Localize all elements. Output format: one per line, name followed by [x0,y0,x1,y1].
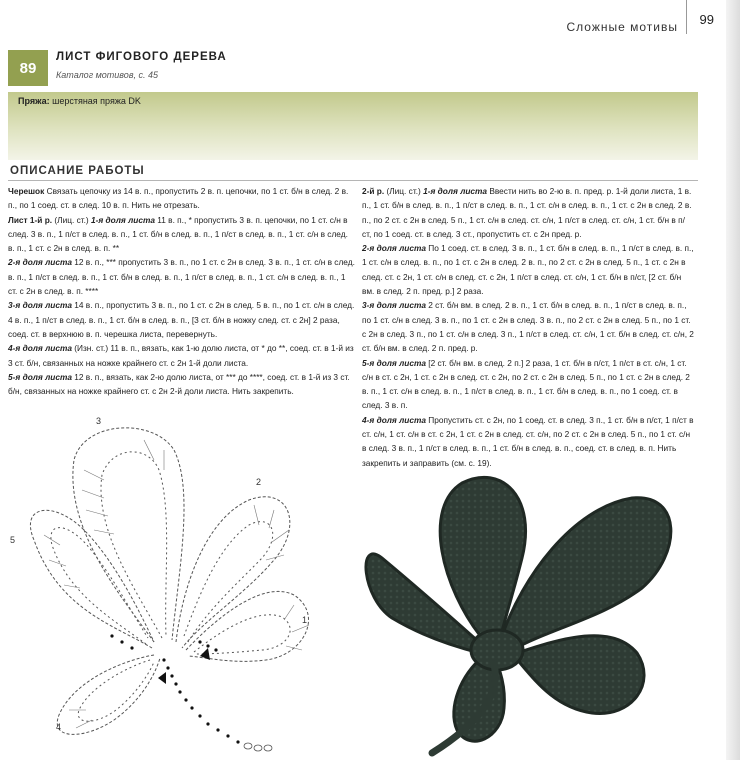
catalog-reference: Каталог мотивов, с. 45 [56,70,159,80]
crochet-chart-icon [4,410,356,760]
yarn-info [18,96,141,106]
instructions-right-column [362,184,694,470]
instruction-paragraph: 3-я доля листа 14 в. п., пропустить 3 в. п., по 1 ст. с 2н в след. 5 в. п., по 1 ст. с/н в след. 4 в. п., 1 п/ст в след. в. п., 1 ст. б/н в след. в. п., [3 ст. б/н в ножку след. ст. с 2н] 2 раза, соед. ст. в верхнюю в. п. черешка листа, перевернуть. [8,300,355,339]
page-number: 99 [699,12,714,27]
yarn-label: Пряжа: [18,96,50,106]
lobe-label-4: 4 [56,722,62,732]
lobe-label-3: 3 [96,416,102,426]
chart-stem-tail [244,743,272,751]
header-divider [686,0,687,34]
instruction-paragraph: Черешок Связать цепочку из 14 в. п., пропустить 2 в. п. цепочки, по 1 ст. б/н в след. 2 в. п., по 1 соед. ст. в след. 10 в. п. Нить не отрезать. [8,186,349,211]
instruction-paragraph: 2-я доля листа По 1 соед. ст. в след. 3 в. п., 1 ст. б/н в след. в. п., 1 п/ст в след. в. п., 1 ст. с/н в след. в. п., по 1 ст. с 2н в след. 2 в. п., по 2 ст. с 2н в след. 5 п., 1 ст. с 2н в след. ст. с 2н, 1 ст. с/н в след. ст. с 2н, 1 п/ст в след. ст. с/н, 1 ст. б/н в п/ст, [2 ст. б/н вм. в след. 2 п. пред. р.] 2 раза. [362,243,694,297]
chart-lobe-labels [10,416,307,732]
work-title-divider [8,180,698,181]
leaf-shape [366,477,671,741]
instructions-left-column [8,184,356,398]
instruction-paragraph: 5-я доля листа 12 в. п., вязать, как 2-ю долю листа, от *** до ****, соед. ст. в 1-й из 3 ст. б/н, связанных на ножке крайнего ст. с 2н 2-й доли листа. Нить закрепить. [8,371,350,397]
instruction-paragraph: Лист 1-й р. (Лиц. ст.) 1-я доля листа 11 в. п., * пропустить 3 в. п. цепочки, по 1 ст. с/н в след. 3 в. п., 1 п/ст в след. в. п., 1 ст. б/н в след. в. п., 1 п/ст в след. в. п., 1 ст. с/н в след. в. п., 1 ст. с 2н в след. в. п. ** [8,214,348,254]
motif-title: ЛИСТ ФИГОВОГО ДЕРЕВА [56,51,227,63]
lobe-label-2: 2 [256,477,262,487]
instruction-paragraph: 3-я доля листа 2 ст. б/н вм. в след. 2 в. п., 1 ст. б/н в след. в. п., 1 п/ст в след. в. п., по 1 ст. с/н в след. 3 в. п., по 1 ст. с 2н в след. 3 в. п., по 2 ст. с 2н в след. 5 п., по 1 ст. с 2н в след. 3 п., по 1 ст. с/н в след. 3 п., 1 п/ст в след. ст. с/н, 1 ст. б/н в след. ст. с/н, 2 ст. б/н вм. в след. 2 п. пред. р. [362,300,694,354]
lobe-label-1: 1 [302,615,308,625]
instruction-paragraph: 2-й р. (Лиц. ст.) 1-я доля листа Ввести нить во 2-ю в. п. пред. р. 1-й доли листа, 1 в. п., 1 ст. б/н в след. в. п., 1 п/ст в след. в. п., 1 ст. с/н в след. в. п., 1 ст. с 2н в след. 2 в. п., по 2 ст. с 2н в след. 5 п., 1 ст. с/н в след. ст. с/н, 1 п/ст в след. ст. с/н, 1 ст. б/н в п/ст, по 1 соед. ст. в след. 3 ст., пропустить ст. с 2н пред. р. [362,186,692,239]
instruction-paragraph: 4-я доля листа (Изн. ст.) 11 в. п., вязать, как 1-ю долю листа, от * до **, соед. ст. в 1-й из 3 ст. б/н, связанных на ножке крайнего ст. с 2н 1-й доли листа. [8,343,354,368]
chart-stem-chain [110,634,239,743]
instruction-paragraph: 5-я доля листа [2 ст. б/н вм. в след. 2 п.] 2 раза, 1 ст. б/н в п/ст, 1 п/ст в ст. с/н, 1 ст. с/н в ст. с 2н, 1 ст. с 2н в след. ст. с 2н, по 2 ст. с 2н в след. 5 п., по 1 ст. с 2н в след. 2 в. п., 1 ст. с/н в след. в. п., 1 п/ст в след. в. п., 1 ст. б/н в след. в. п., по 1 соед. ст. в след. 3 в. п. [362,357,690,411]
motif-number-badge: 89 [8,50,48,86]
section-title: Сложные мотивы [566,20,678,34]
yarn-value: шерстяная пряжа DK [52,96,141,106]
work-description-title: ОПИСАНИЕ РАБОТЫ [10,165,145,177]
page-spine [726,0,740,760]
yarn-band [8,92,698,160]
crochet-leaf-photo [352,468,688,760]
instruction-paragraph: 2-я доля листа 12 в. п., *** пропустить 3 в. п., по 1 ст. с 2н в след. 3 в. п., 1 ст. с/н в след. в. п., 1 п/ст в след. в. п., 1 ст. б/н в след. в. п., 1 п/ст в след. в. п., 1 ст. с/н в след. в. п., 1 ст. с 2н в след. в. п. **** [8,257,355,297]
chart-direction-arrows [158,648,210,684]
lobe-label-5: 5 [10,535,16,545]
instruction-paragraph: 4-я доля листа Пропустить ст. с 2н, по 1 соед. ст. в след. 3 п., 1 ст. б/н в п/ст, 1 п/ст в ст. с/н, 1 ст. с/н в ст. с 2н, 1 ст. с 2н в след. ст. с/н, по 2 ст. с 2н в след. 5 п., по 1 ст. с/н в след. 3 в. п., 1 п/ст в след. в. п., 1 ст. б/н в след. в. п., соед. ст. в след. в. п. Нить закрепить и заправить (см. с. 19). [362,414,694,468]
chart-lobe-outlines [30,428,308,735]
